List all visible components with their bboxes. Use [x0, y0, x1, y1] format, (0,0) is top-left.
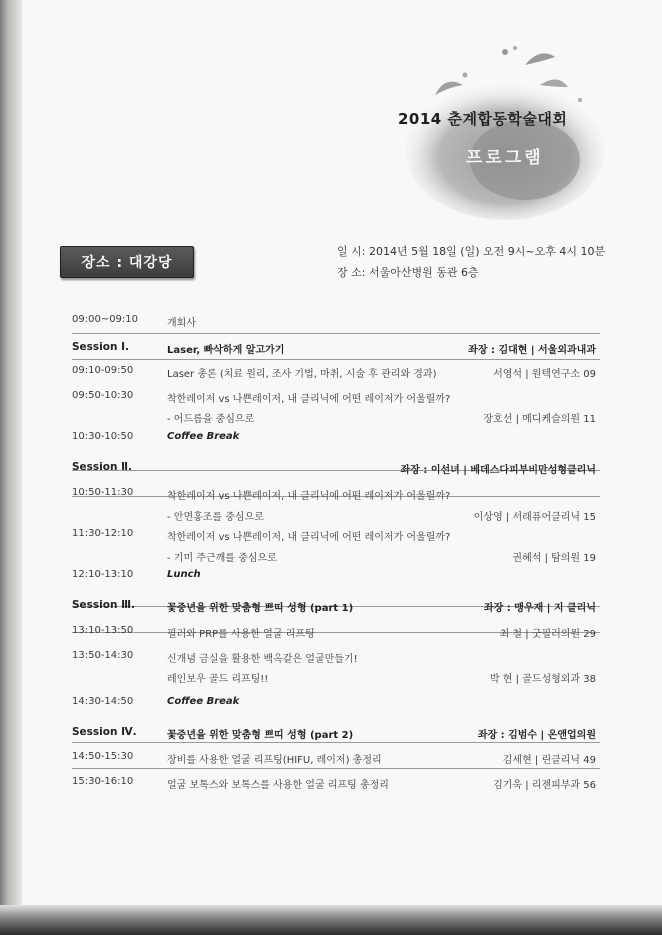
session-header-row: [72, 599, 596, 621]
row-title: 얼굴 보톡스와 보톡스를 사용한 얼굴 리프팅 총정리: [167, 780, 389, 791]
session-label: Session Ⅲ.: [72, 599, 136, 611]
row-time: 14:30-14:50: [72, 696, 134, 707]
session-header-row: [72, 726, 596, 748]
program-row: [72, 410, 596, 432]
session-chair: 좌장 : 이선녀 | 베데스다피부비만성형클리닉: [400, 465, 596, 476]
program-row: [72, 569, 596, 591]
break-label: Coffee Break: [167, 431, 240, 442]
row-time: 13:10-13:50: [72, 625, 134, 636]
program-row: [72, 314, 596, 336]
venue-label: 장소 : 대강당: [81, 255, 173, 271]
session-title: Laser, 빠삭하게 알고가기: [167, 345, 285, 356]
session-header-row: [72, 341, 596, 363]
program-row: [72, 751, 596, 773]
row-speaker: 박 현 | 골드성형외과 38: [489, 674, 596, 685]
row-subtitle: - 어드름을 중심으로: [167, 414, 255, 425]
row-title: Laser 총론 (치료 원리, 조사 기법, 마취, 시술 후 관리와 경과): [167, 369, 437, 380]
ink-splash-decoration: [405, 40, 615, 220]
session-title: 꽃중년을 위한 맞춤형 쁘띠 성형 (part 1): [167, 603, 354, 614]
row-speaker: 김기욱 | 리젠피부과 56: [493, 780, 596, 791]
row-time: 09:10-09:50: [72, 365, 134, 376]
session-header-row: [72, 461, 596, 483]
program-row: [72, 508, 596, 530]
row-time: 09:00~09:10: [72, 314, 139, 325]
program-title: 프로그램: [466, 148, 544, 168]
program-row: [72, 528, 596, 550]
program-row: [72, 549, 596, 571]
row-title: 착한레이저 vs 나쁜레이저, 내 클리닉에 어떤 레이저가 어울릴까?: [167, 532, 451, 543]
row-time: 10:50-11:30: [72, 487, 134, 498]
break-label: Coffee Break: [167, 696, 240, 707]
row-time: 10:30-10:50: [72, 431, 134, 442]
row-speaker: 이상영 | 서래퓨어클리닉 15: [473, 512, 596, 523]
page-binding-shadow: [0, 0, 22, 935]
row-speaker: 김세현 | 린클리닉 49: [502, 755, 596, 766]
session-title: 꽃중년을 위한 맞춤형 쁘띠 성형 (part 2): [167, 730, 354, 741]
row-speaker: 최 철 | 굿필러의원 29: [499, 629, 596, 640]
program-row: [72, 625, 596, 647]
break-label: Lunch: [167, 569, 201, 580]
row-time: 15:30-16:10: [72, 776, 134, 787]
row-time: 11:30-12:10: [72, 528, 134, 539]
session-chair: 좌장 : 김범수 | 온앤업의원: [477, 730, 596, 741]
row-title: 착한레이저 vs 나쁜레이저, 내 클리닉에 어떤 레이저가 어울릴까?: [167, 394, 451, 405]
place-line: 장 소: 서울아산병원 동관 6층: [337, 266, 479, 279]
row-subtitle: - 안면홍조를 중심으로: [167, 512, 264, 523]
program-row: [72, 365, 596, 387]
session-label: Session Ⅳ.: [72, 726, 137, 738]
row-title: 신개념 금실을 활용한 백옥같은 얼굴만들기!: [167, 654, 358, 665]
row-subtitle: - 기미 주근깨를 중심으로: [167, 553, 277, 564]
row-title: 개회사: [167, 318, 196, 329]
program-row: [72, 431, 596, 453]
scan-bottom-shadow: [0, 905, 662, 935]
row-speaker: 장호선 | 메디케슬의원 11: [483, 414, 596, 425]
row-speaker: 권혜석 | 탐의원 19: [512, 553, 596, 564]
date-line: 일 시: 2014년 5월 18일 (일) 오전 9시~오후 4시 10분: [337, 245, 606, 258]
row-time: 12:10-13:10: [72, 569, 134, 580]
program-row: [72, 696, 596, 718]
session-chair: 좌장 : 김대현 | 서울외과내과: [468, 345, 596, 356]
row-time: 13:50-14:30: [72, 650, 134, 661]
row-speaker: 서영석 | 원텍연구소 09: [493, 369, 596, 380]
program-row: [72, 650, 596, 672]
row-time: 09:50-10:30: [72, 390, 134, 401]
row-title: 장비를 사용한 얼굴 리프팅(HIFU, 레이저) 총정리: [167, 755, 382, 766]
program-row: [72, 670, 596, 692]
session-label: Session Ⅱ.: [72, 461, 133, 473]
program-row: [72, 487, 596, 509]
venue-label-box: [60, 246, 194, 278]
program-row: [72, 776, 596, 798]
row-title: 착한레이저 vs 나쁜레이저, 내 클리닉에 어떤 레이저가 어울릴까?: [167, 491, 451, 502]
session-label: Session Ⅰ.: [72, 341, 130, 353]
program-row: [72, 390, 596, 412]
row-title: 필러와 PRP를 사용한 얼굴 리프팅: [167, 629, 315, 640]
row-time: 14:50-15:30: [72, 751, 134, 762]
event-title: 2014 춘계합동학술대회: [398, 110, 568, 128]
row-subtitle: 레인보우 골드 리프팅!!: [167, 674, 269, 685]
session-chair: 좌장 : 맹우재 | 지 클리닉: [484, 603, 596, 614]
